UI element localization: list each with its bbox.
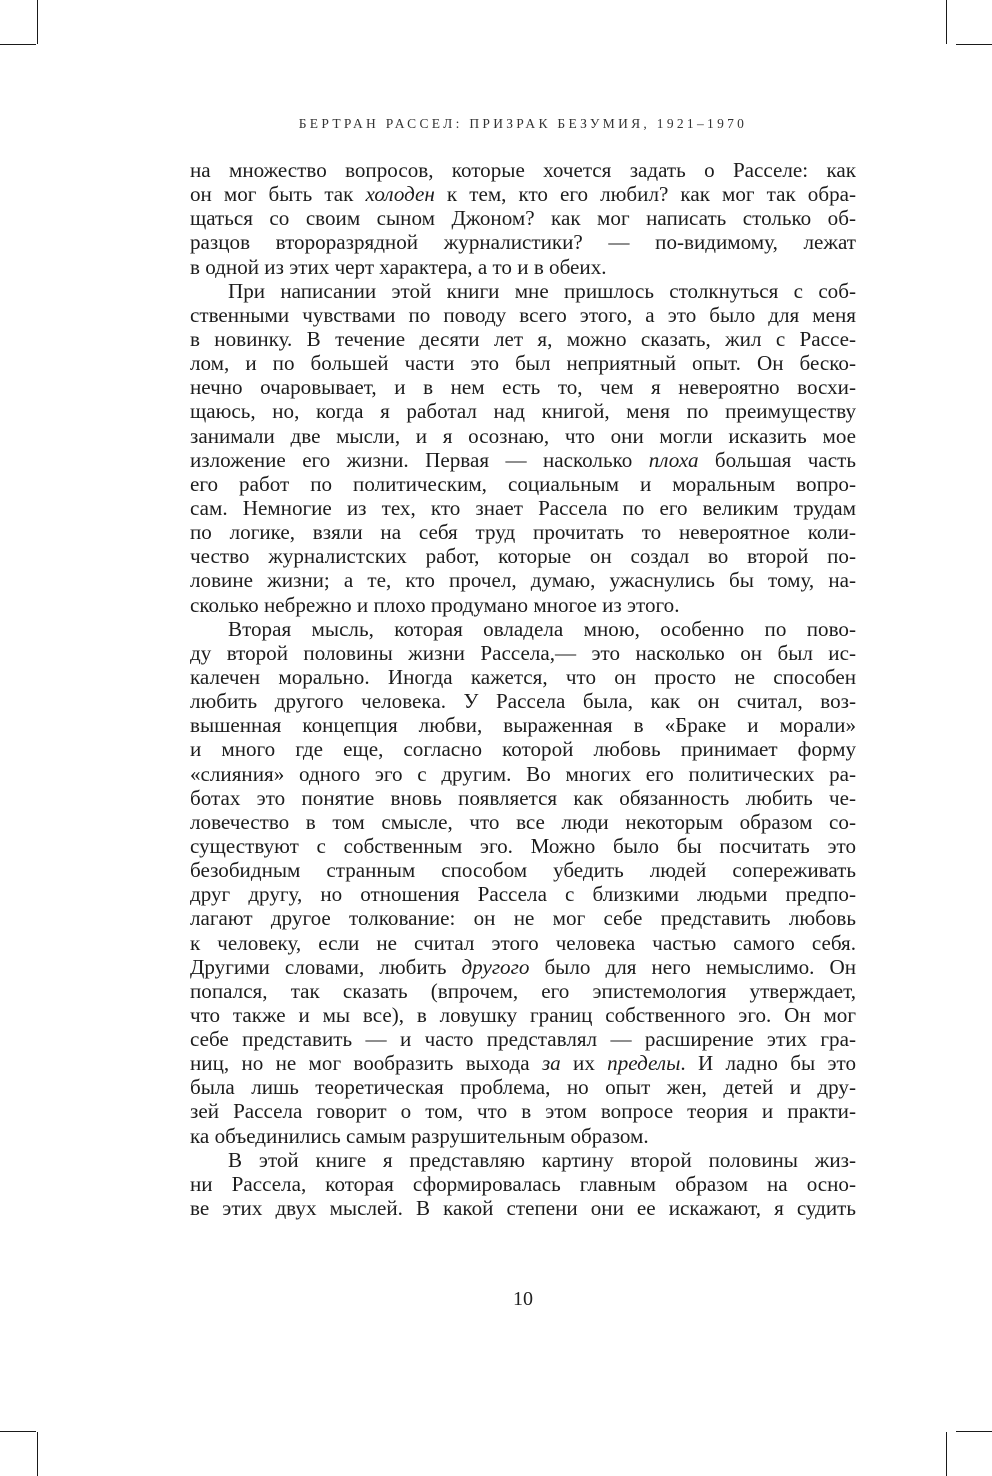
text-line: себе представить — и часто представлял — расширение этих гра- [190, 1027, 856, 1052]
italic-emphasis: холоден [365, 182, 435, 207]
text-line: друг другу, но отношения Рассела с близкими людьми предпо- [190, 882, 856, 907]
text-line: ве этих двух мыслей. В какой степени они ее искажают, я судить [190, 1196, 856, 1221]
text-line: Вторая мысль, которая овладела мною, особенно по пово- [228, 616, 856, 641]
text-line: При написании этой книги мне пришлось столкнуться с соб- [228, 278, 856, 303]
text-line: и много где еще, согласно которой любовь принимает форму [190, 737, 856, 762]
text-line: ловине жизни; а те, кто прочел, думаю, ужаснулись бы тому, на- [190, 568, 856, 593]
text-line: вышенная концепция любви, выраженная в «Браке и морали» [190, 713, 856, 738]
text-line: что также и мы все), в ловушку границ собственного эго. Он мог [190, 1002, 856, 1027]
text-line: Другими словами, любить другого было для него немыслимо. Он [190, 954, 856, 979]
text-line: нечно очаровывает, и в нем есть то, чем я невероятно восхи- [190, 375, 856, 400]
text-line: сам. Немногие из тех, кто знает Рассела по его великим трудам [190, 495, 856, 520]
text-line: ственными чувствами по поводу всего этого, а это было для меня [190, 302, 856, 327]
text-line: к человеку, если не считал этого человека частью самого себя. [190, 930, 856, 955]
crop-mark-top-left-h [0, 44, 36, 45]
text-line: он мог быть так холоден к тем, кто его любил? как мог так обра- [190, 182, 856, 207]
body-text [190, 158, 856, 1220]
text-line: существуют с собственным эго. Можно было бы посчитать это [190, 833, 856, 858]
text-line: ниц, но не мог вообразить выхода за их пределы. И ладно бы это [190, 1051, 856, 1076]
crop-mark-bottom-left [37, 1432, 38, 1476]
text-line: занимали две мысли, и я осознаю, что они могли исказить мое [190, 423, 856, 448]
text-line: попался, так сказать (впрочем, его эпистемология утверждает, [190, 978, 856, 1003]
text-line: калечен морально. Иногда кажется, что он просто не способен [190, 664, 856, 689]
italic-emphasis: плоха [648, 447, 699, 472]
crop-mark-bottom-right-h [956, 1431, 992, 1432]
text-line: ду второй половины жизни Рассела,— это насколько он был ис- [190, 640, 856, 665]
crop-mark-top-right [946, 0, 947, 44]
text-line: «слияния» одного эго с другим. Во многих его политических ра- [190, 761, 856, 786]
text-line: В этой книге я представляю картину второй половины жиз- [228, 1147, 856, 1172]
text-line: в новинку. В течение десяти лет я, можно сказать, жил с Рассе- [190, 326, 856, 351]
text-line: сколько небрежно и плохо продумано многое из этого. [190, 592, 680, 617]
italic-emphasis: другого [461, 954, 530, 979]
crop-mark-top-right-h [956, 44, 992, 45]
italic-emphasis: пределы [607, 1051, 681, 1076]
crop-mark-bottom-left-h [0, 1431, 36, 1432]
italic-emphasis: за [541, 1051, 561, 1076]
crop-mark-top-left [37, 0, 38, 44]
text-line: лом, и по большей части это был неприятный опыт. Он беско- [190, 351, 856, 376]
text-line: ботах это понятие вновь появляется как обязанность любить че- [190, 785, 856, 810]
text-line: щаюсь, но, когда я работал над книгой, меня по преимуществу [190, 399, 856, 424]
text-line: лагают другое толкование: он не мог себе представить любовь [190, 906, 856, 931]
text-line: ловечество в том смысле, что все люди некоторым образом со- [190, 809, 856, 834]
page-number: 10 [513, 1288, 533, 1310]
text-line: в одной из этих черт характера, а то и в обеих. [190, 254, 607, 279]
text-line: щаться со своим сыном Джоном? как мог написать столько об- [190, 206, 856, 231]
text-line: его работ по политическим, социальным и моральным вопро- [190, 471, 856, 496]
running-head: БЕРТРАН РАССЕЛ: ПРИЗРАК БЕЗУМИЯ, 1921–1970 [298, 116, 748, 131]
text-line: ни Рассела, которая сформировалась главным образом на осно- [190, 1171, 856, 1196]
text-line: по логике, взяли на себя труд прочитать то невероятное коли- [190, 520, 856, 545]
text-line: ка объединились самым разрушительным образом. [190, 1123, 649, 1148]
text-line: была лишь теоретическая проблема, но опыт жен, детей и дру- [190, 1075, 856, 1100]
text-line: зей Рассела говорит о том, что в этом вопросе теория и практи- [190, 1099, 856, 1124]
text-line: на множество вопросов, которые хочется задать о Расселе: как [190, 158, 856, 182]
text-line: изложение его жизни. Первая — насколько плоха большая часть [190, 447, 856, 472]
text-line: чество журналистских работ, которые он создал во второй по- [190, 544, 856, 569]
crop-mark-bottom-right [946, 1432, 947, 1476]
text-line: безобидным странным способом убедить людей сопереживать [190, 858, 856, 883]
text-line: любить другого человека. У Рассела была, как он считал, воз- [190, 689, 856, 714]
text-line: разцов второразрядной журналистики? — по-видимому, лежат [190, 230, 856, 255]
